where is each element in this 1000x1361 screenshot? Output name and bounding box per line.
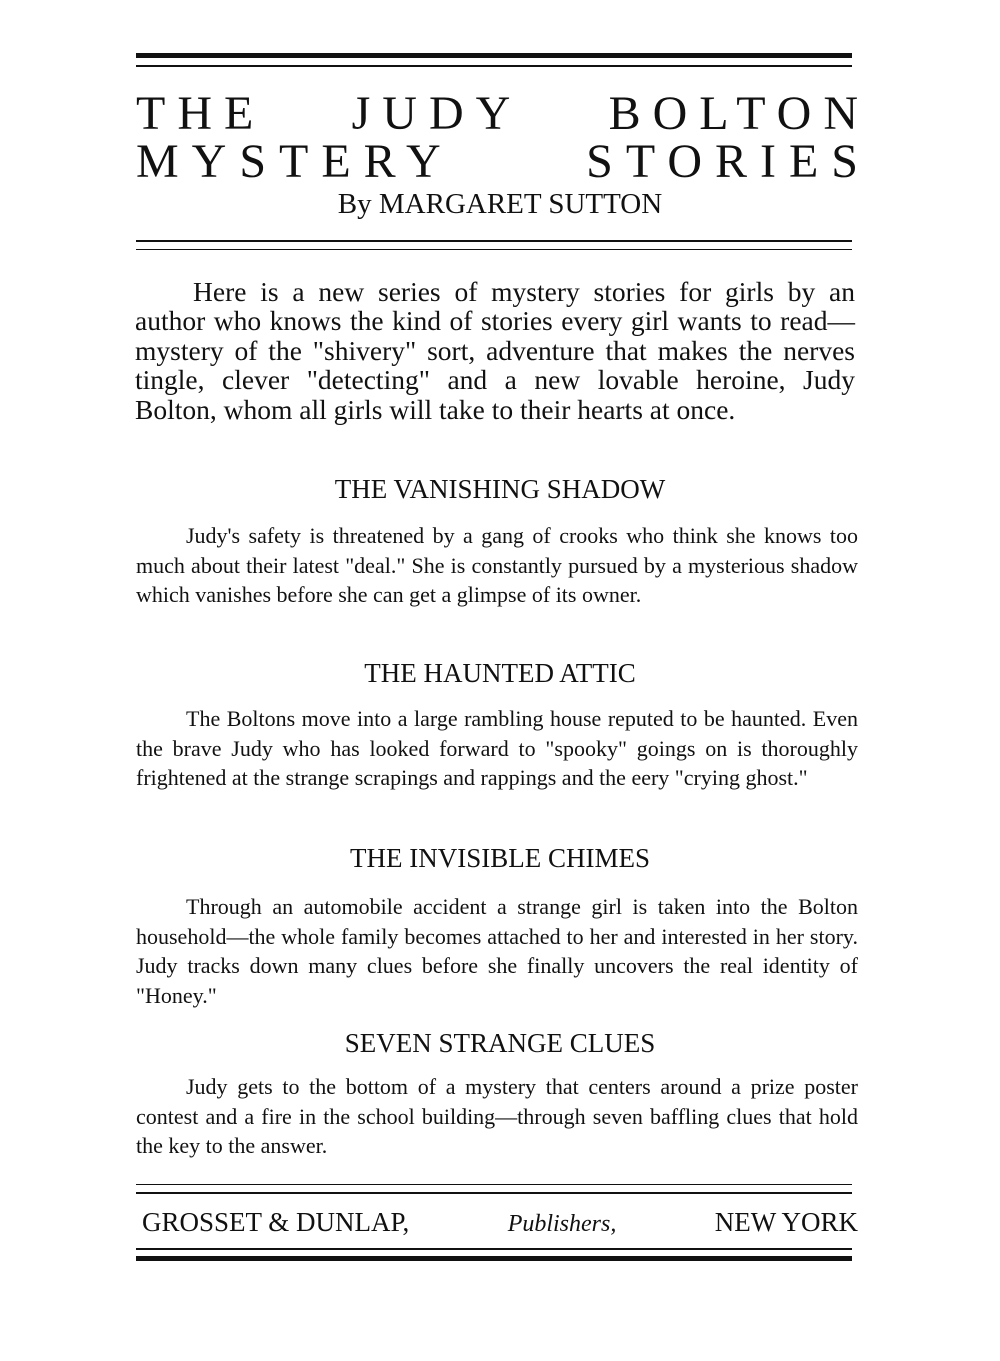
book-title-seven-strange-clues: SEVEN STRANGE CLUES [344,1028,656,1058]
publisher-rule-upper [136,1184,852,1185]
author-byline: By MARGARET SUTTON [337,188,663,220]
title-line-2 [136,135,871,188]
title-line-1 [136,87,870,140]
book-title-invisible-chimes: THE INVISIBLE CHIMES [350,843,650,873]
book-description-invisible-chimes: Through an automobile accident a strange girl is taken into the Bolton household—the whole family becomes attached to her and interested in her story. Judy tracks down many clues before she finally uncovers the real identity of "Honey." [136,894,858,1008]
publisher-name: GROSSET & DUNLAP, [142,1207,410,1237]
publisher-role: Publishers, [507,1211,617,1237]
publisher-city: NEW YORK [714,1207,858,1237]
publisher-rule-lower [136,1192,852,1194]
title-word-the: THE [136,87,266,140]
series-intro: Here is a new series of mystery stories for girls by an author who knows the kind of stories every girl wants to read—mystery of the "shivery" sort, adventure that makes the nerves tingle, clever "detecting" and a new lovable heroine, Judy Bolton, whom all girls will take to their hearts at once. [135,276,855,425]
book-description-vanishing-shadow: Judy's safety is threatened by a gang of crooks who think she knows too much about their latest "deal." She is constantly pursued by a mysterious shadow which vanishes before she can get a glimpse of its owner. [136,523,858,607]
book-title-vanishing-shadow: THE VANISHING SHADOW [334,474,666,504]
title-word-mystery: MYSTERY [136,135,454,188]
bottom-heavy-rule [136,1256,852,1261]
byline-rule-lower [136,249,852,250]
top-heavy-rule [136,53,852,58]
title-word-bolton: BOLTON [608,87,870,140]
book-title-haunted-attic: THE HAUNTED ATTIC [364,658,636,688]
title-word-stories: STORIES [586,135,871,188]
byline-rule-upper [136,240,852,242]
publisher-imprint [142,1206,858,1240]
book-description-haunted-attic: The Boltons move into a large rambling house reputed to be haunted. Even the brave Judy who has looked forward to "spooky" goings on is thoroughly frightened at the strange scrapings and rappings and the eery "crying ghost." [136,706,858,790]
top-thin-rule [136,65,852,67]
bottom-thin-rule [136,1248,852,1250]
book-description-seven-strange-clues: Judy gets to the bottom of a mystery that centers around a prize poster contest and a fire in the school building—through seven baffling clues that hold the key to the answer. [136,1074,858,1158]
title-word-judy: JUDY [351,87,523,140]
